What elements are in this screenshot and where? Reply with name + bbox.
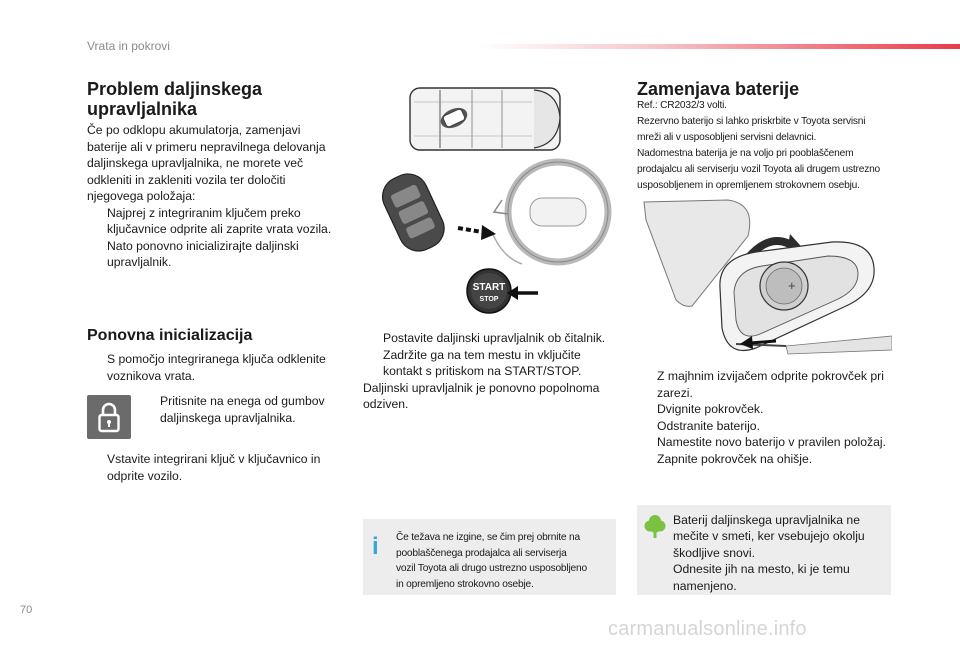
key-body — [720, 242, 874, 351]
text-line: mečite v smeti, ker vsebujejo okolju — [673, 529, 865, 544]
tree-icon — [644, 513, 666, 539]
text-line: pooblaščenega prodajalca ali serviserja — [396, 547, 567, 559]
problem-title — [87, 79, 262, 119]
list-item — [87, 451, 347, 484]
watermark: carmanualsonline.info — [608, 618, 807, 640]
reinit-step-3 — [87, 451, 347, 484]
header-accent-bar — [480, 44, 960, 49]
start-label: START — [472, 282, 506, 293]
text-line: zarezi. — [657, 385, 693, 400]
text-line: Odnesite jih na mesto, ki je temu — [673, 562, 850, 577]
problem-title-line: Problem daljinskega — [87, 79, 263, 99]
problem-title-line: upravljalnika — [87, 99, 198, 119]
page-number: 70 — [20, 604, 33, 616]
list-item — [637, 434, 897, 451]
text-line: Vstavite integrirani ključ v ključavnico in — [107, 452, 321, 466]
text-line: Rezervno baterijo si lahko priskrbite v Toyota servisni — [637, 116, 866, 127]
reinit-title: Ponovna inicializacija — [87, 327, 253, 344]
problem-paragraph — [87, 122, 347, 271]
list-item — [363, 330, 618, 347]
battery-replacement-illustration — [636, 196, 892, 361]
text-line: namenjeno. — [673, 578, 737, 593]
text-line: mreži ali v usposobljeni servisni delavnici. — [637, 132, 817, 143]
text-line: Nadomestna baterija je na voljo pri pooblaščenem — [637, 148, 854, 159]
list-item — [637, 418, 897, 435]
text-line: Če po odklopu akumulatorja, zamenjavi — [87, 123, 301, 137]
text-line: daljinskega upravljalnika, ne morete več — [87, 156, 304, 170]
environment-note-box — [637, 505, 891, 595]
padlock-icon — [87, 395, 131, 439]
text-line: Postavite daljinski upravljalnik ob čitalnik. — [383, 331, 606, 345]
list-item — [363, 347, 618, 380]
text-line: in opremljeno strokovno osebje. — [396, 578, 534, 590]
dashed-arrow-icon — [458, 225, 496, 240]
text-line: usposobljenem in opremljenem strokovnem osebju. — [637, 180, 860, 191]
stop-label: STOP — [479, 296, 499, 303]
battery-title: Zamenjava baterije — [637, 79, 800, 99]
text-line: Zadržite ga na tem mestu in vključite — [383, 347, 581, 362]
list-item — [637, 451, 897, 468]
text-line: Odstranite baterijo. — [657, 418, 760, 433]
info-text — [396, 530, 616, 592]
list-item — [87, 238, 347, 271]
battery-steps — [637, 368, 897, 467]
text-line: baterije ali v primeru nepravilnega delovanja — [87, 139, 326, 154]
battery-info — [637, 98, 907, 194]
text-line: Ref.: CR2032/3 volti. — [637, 100, 727, 111]
svg-text:+: + — [788, 278, 796, 293]
reinit-step-1 — [87, 351, 347, 384]
environment-note-text — [673, 512, 888, 594]
section-label: Vrata in pokrovi — [87, 39, 170, 53]
text-line: Namestite novo baterijo v pravilen položaj. — [657, 435, 886, 449]
text-line: njegovega položaja: — [87, 189, 196, 203]
list-item — [87, 205, 347, 238]
van-top-view — [410, 88, 560, 150]
text-line: odziven. — [363, 397, 409, 411]
text-line: odkleniti in zakleniti vozila ter določiti — [87, 172, 286, 187]
text-line: vozil Toyota ali drugo ustrezno usposobljeno — [396, 563, 587, 574]
text-line: Daljinski upravljalnik je ponovno popolnoma — [363, 380, 600, 395]
arrow-icon — [507, 286, 538, 300]
text-line: odprite vozilo. — [107, 468, 183, 483]
text-line: Dvignite pokrovček. — [657, 402, 764, 416]
info-box — [363, 519, 616, 595]
lock-button-icon — [87, 395, 131, 439]
text-line: S pomočjo integriranega ključa odklenite — [107, 352, 326, 366]
steering-wheel — [492, 162, 608, 264]
key-fob-icon — [376, 167, 451, 257]
list-item — [637, 368, 897, 401]
list-item — [637, 401, 897, 418]
middle-steps — [363, 330, 618, 413]
text-line: škodljive snovi. — [673, 545, 755, 560]
list-item — [87, 351, 347, 384]
text-line: Najprej z integriranim ključem preko — [107, 205, 301, 220]
key-reader-illustration — [362, 82, 622, 322]
start-stop-button-icon — [467, 269, 511, 313]
text-line: Nato ponovno inicializirajte daljinski — [107, 238, 299, 253]
text-line: Pritisnite na enega od gumbov — [160, 394, 325, 408]
list-item — [140, 393, 350, 426]
text-line: prodajalcu ali serviserju vozil Toyota ali drugem ustrezno — [637, 164, 881, 175]
reinit-step-2 — [140, 393, 350, 426]
text-line: daljinskega upravljalnika. — [160, 410, 296, 425]
text-line: Če težava ne izgine, se čim prej obrnite na — [396, 532, 580, 543]
text-line: upravljalnik. — [107, 255, 172, 269]
text-line: ključavnice odprite ali zaprite vrata vozila. — [107, 222, 332, 236]
text-line: Z majhnim izvijačem odprite pokrovček pri — [657, 369, 884, 383]
text-line: voznikova vrata. — [107, 368, 196, 383]
info-icon: i — [372, 533, 379, 560]
text-line: kontakt s pritiskom na START/STOP. — [383, 364, 582, 378]
text-line: Zapnite pokrovček na ohišje. — [657, 451, 813, 466]
text-line: Baterij daljinskega upravljalnika ne — [673, 513, 860, 527]
